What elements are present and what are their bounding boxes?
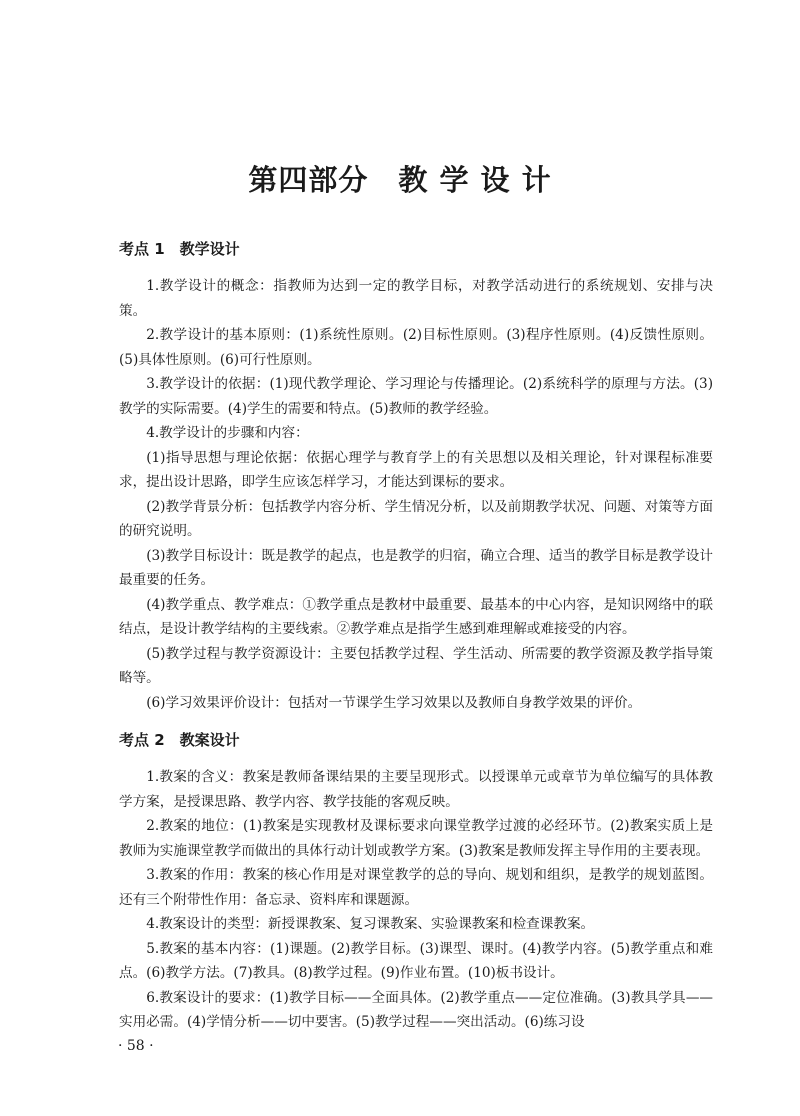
paragraph-design-evaluation: (6)学习效果评价设计：包括对一节课学生学习效果以及教师自身教学效果的评价。 [146,694,642,711]
paragraph-design-principles: 2.教学设计的基本原则：(1)系统性原则。(2)目标性原则。(3)程序性原则。(4)反馈性原则。(5)具体性原则。(6)可行性原则。 [119,327,713,368]
paragraph-plan-function: 3.教案的作用：教案的核心作用是对课堂教学的总的导向、规划和组织，是教学的规划蓝图。还有三个附带性作用：备忘录、资料库和课题源。 [119,867,713,908]
page-number: · 58 · [118,1038,154,1054]
paragraph-plan-meaning: 1.教案的含义：教案是教师备课结果的主要呈现形式。以授课单元或章节为单位编写的具体教学方案，是授课思路、教学内容、教学技能的客观反映。 [119,769,713,810]
main-content [119,236,713,1035]
paragraph-plan-types: 4.教案设计的类型：新授课教案、复习课教案、实验课教案和检查课教案。 [146,916,595,932]
paragraph-design-background: (2)教学背景分析：包括教学内容分析、学生情况分析，以及前期教学状况、问题、对策等方面的研究说明。 [119,498,713,539]
section-heading-design: 考点 1 教学设计 [119,240,240,258]
paragraph-design-basis: 3.教学设计的依据：(1)现代教学理论、学习理论与传播理论。(2)系统科学的原理与方法。(3)教学的实际需要。(4)学生的需要和特点。(5)教师的教学经验。 [119,376,713,417]
paragraph-design-objectives: (3)教学目标设计：既是教学的起点，也是教学的归宿，确立合理、适当的教学目标是教学设计最重要的任务。 [119,547,713,588]
section-heading-lesson-plan: 考点 2 教案设计 [119,731,240,749]
paragraph-plan-content: 5.教案的基本内容：(1)课题。(2)教学目标。(3)课型、课时。(4)教学内容。(5)教学重点和难点。(6)教学方法。(7)教具。(8)教学过程。(9)作业布置。(10)板书设计。 [119,940,713,981]
page-title: 第四部分 教 学 设 计 [248,163,552,197]
paragraph-design-steps: 4.教学设计的步骤和内容： [146,425,309,441]
paragraph-design-key-points: (4)教学重点、教学难点：①教学重点是教材中最重要、最基本的中心内容，是知识网络中的联结点，是设计教学结构的主要线索。②教学难点是指学生感到难理解或难接受的内容。 [119,596,713,637]
paragraph-plan-requirements: 6.教案设计的要求：(1)教学目标——全面具体。(2)教学重点——定位准确。(3)教具学具——实用必需。(4)学情分析——切中要害。(5)教学过程——突出活动。(6)练习设 [119,989,713,1030]
paragraph-design-guiding-theory: (1)指导思想与理论依据：依据心理学与教育学上的有关思想以及相关理论，针对课程标准要求，提出设计思路，即学生应该怎样学习，才能达到课标的要求。 [119,449,713,490]
paragraph-design-concept: 1.教学设计的概念：指教师为达到一定的教学目标，对教学活动进行的系统规划、安排与决策。 [119,278,713,319]
paragraph-plan-status: 2.教案的地位：(1)教案是实现教材及课标要求向课堂教学过渡的必经环节。(2)教案实质上是教师为实施课堂教学而做出的具体行动计划或教学方案。(3)教案是教师发挥主导作用的主要表现。 [119,818,713,859]
paragraph-design-process: (5)教学过程与教学资源设计：主要包括教学过程、学生活动、所需要的教学资源及教学指导策略等。 [119,645,713,686]
